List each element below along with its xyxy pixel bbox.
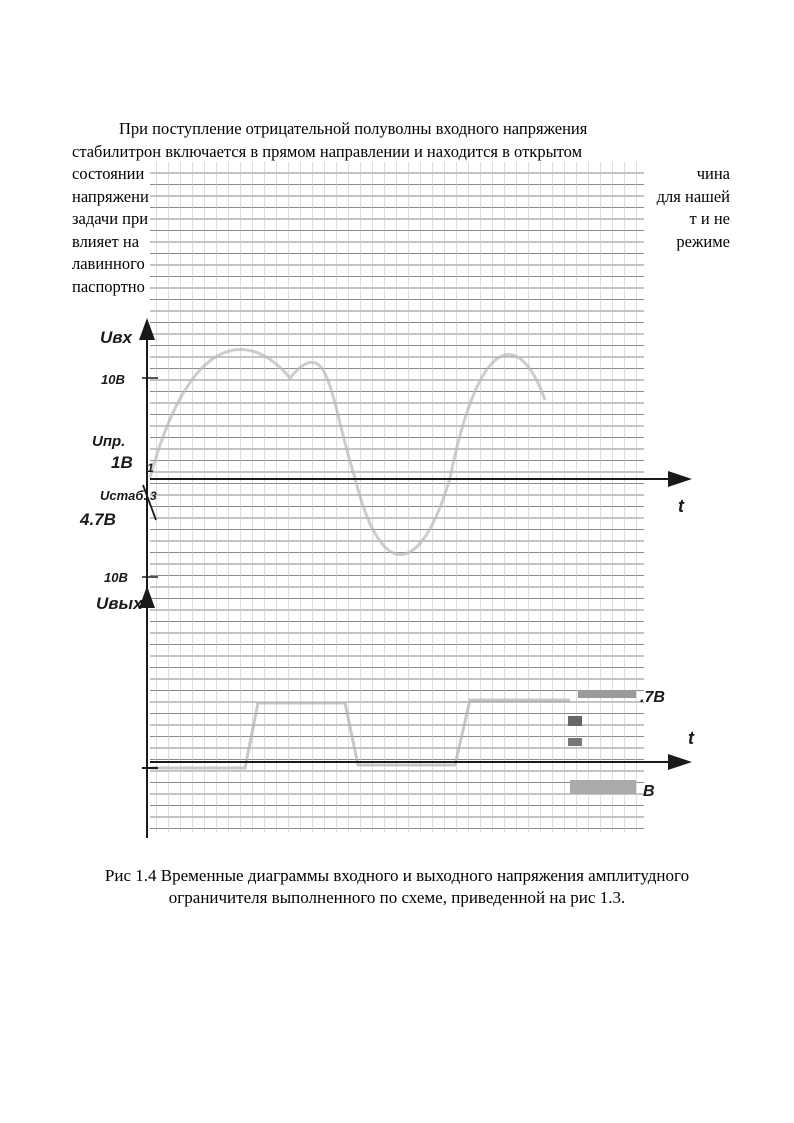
- paragraph-line-3-left: состоянии: [72, 164, 145, 183]
- paragraph-line-5-left: задачи при: [72, 209, 149, 228]
- paragraph-line-6-left: влияет на: [72, 231, 140, 251]
- paragraph-line-1: При поступление отрицательной полуволны входного напряжения: [119, 119, 588, 138]
- time-label-bottom: t: [688, 728, 694, 748]
- time-label-top: t: [678, 496, 684, 516]
- paragraph-line-7: лавинного: [72, 254, 145, 273]
- time-axis-top-arrow-icon: [668, 471, 692, 487]
- u-stab-mark: 3: [150, 489, 157, 503]
- figure-caption: [40, 865, 754, 909]
- u-out-label: Uвых: [96, 594, 143, 613]
- u-stab-value: 4.7В: [80, 510, 116, 529]
- paragraph-line-4-left: напряжени: [72, 186, 149, 206]
- u-forward-label: Uпр.: [92, 433, 126, 450]
- paragraph-line-3-right: чина: [696, 164, 730, 183]
- scan-noise-block: [568, 716, 582, 726]
- level-10v-top-label: 10В: [101, 372, 125, 387]
- scan-noise-block: [568, 738, 582, 746]
- u-forward-mark: 1: [147, 461, 154, 475]
- paragraph-line-8: паспортно: [72, 276, 145, 296]
- paragraph-line-6-right: режиме: [676, 231, 730, 251]
- out-high-label: .7В: [640, 689, 665, 706]
- level-10v-bottom-label: 10В: [104, 570, 128, 585]
- scan-noise-block: [578, 690, 636, 698]
- caption-line-2: ограничителя выполненного по схеме, приведенной на рис 1.3.: [168, 888, 626, 907]
- caption-line-1: Рис 1.4 Временные диаграммы входного и выходного напряжения амплитудного: [104, 866, 690, 885]
- u-stab-label: Uстаб.: [100, 488, 148, 503]
- scan-noise-block: [570, 780, 636, 794]
- paragraph-line-2: стабилитрон включается в прямом направлении и находится в открытом: [72, 141, 583, 161]
- paragraph-line-4-right: для нашей: [656, 186, 730, 206]
- u-forward-value: 1В: [111, 453, 133, 472]
- u-in-label: Uвх: [100, 328, 132, 347]
- out-low-label: В: [643, 783, 655, 800]
- scan-artifact-region: [150, 162, 644, 832]
- time-axis-bottom-arrow-icon: [668, 754, 692, 770]
- paragraph-line-5-right: т и не: [689, 209, 730, 228]
